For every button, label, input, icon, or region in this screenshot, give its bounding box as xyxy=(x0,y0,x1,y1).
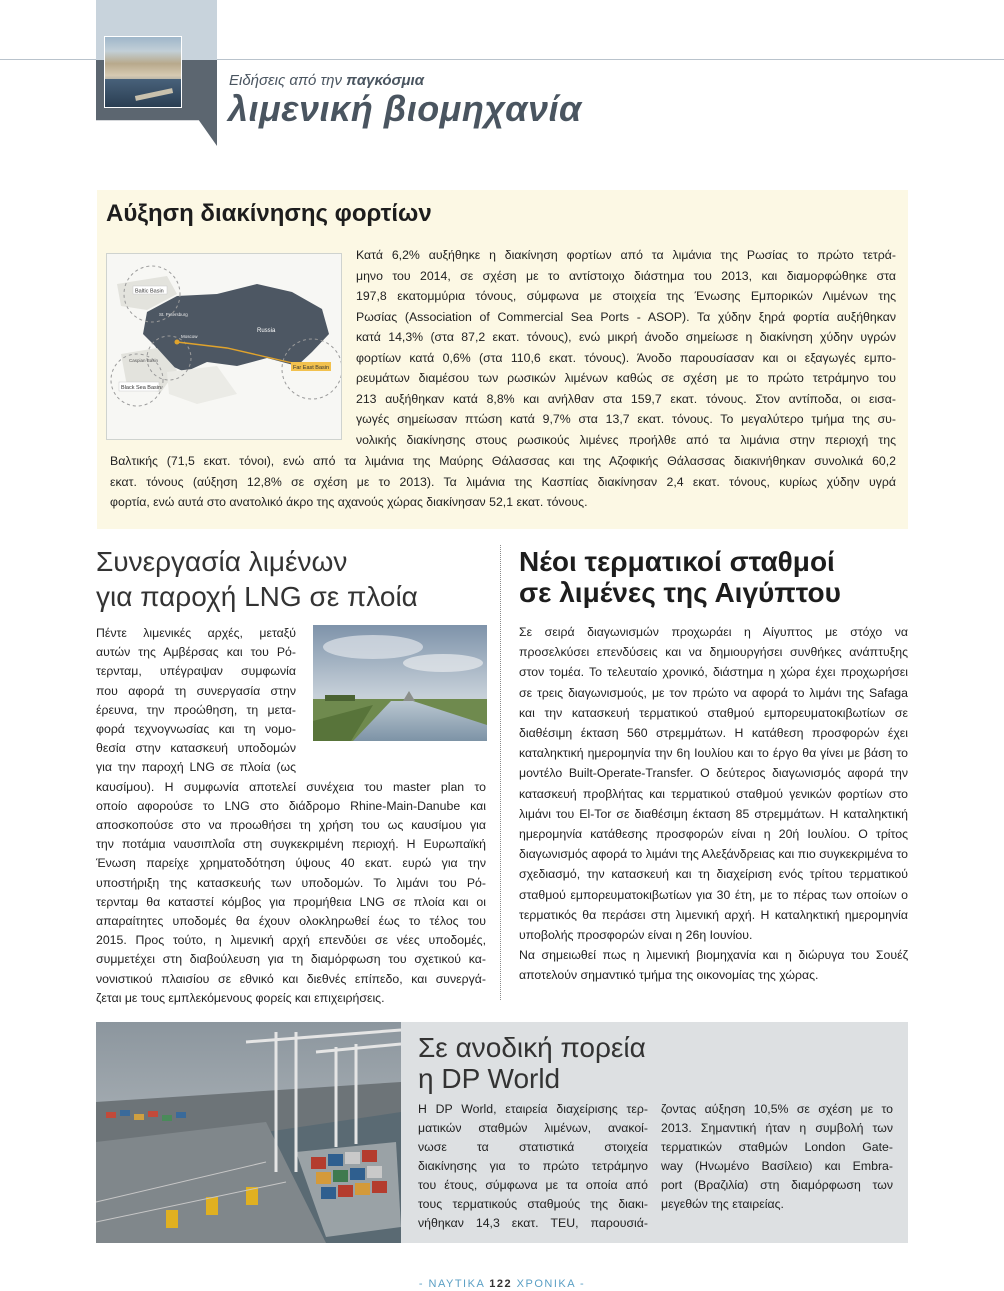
lng-title-line: για παροχή LNG σε πλοία xyxy=(96,581,418,612)
lng-line: αποσκοπούσε στο να προωθήσει τη χρήση του ως καυσίμου για xyxy=(96,818,486,832)
lng-line: καυσίμου). Η συμφωνία αποτελεί συνέχεια του master plan το xyxy=(96,779,486,794)
dp-line: του έτους, σύμφωνα με τα οποία από xyxy=(418,1178,648,1192)
cargo-line: μηνο του 2014, σε σχέση με το αντίστοιχο διάστημα του 2013, και διαμορφώθηκε στα xyxy=(356,268,896,283)
label-black-sea: Black Sea Basin xyxy=(121,385,162,391)
section-kicker xyxy=(229,72,424,89)
lng-title-line: Συνεργασία λιμένων xyxy=(96,546,348,577)
label-caspian: Caspian Basin xyxy=(129,358,159,363)
dp-terminal-photo xyxy=(96,1022,401,1243)
dp-line: νήθηκαν 14,3 εκατ. TEU, παρουσιά- xyxy=(418,1216,648,1230)
label-baltic: Baltic Basin xyxy=(135,288,164,295)
dp-line: Η DP World, εταιρεία διαχείρισης τερ- xyxy=(418,1102,648,1116)
cargo-line: εκατ. τόνους (αύξηση 12,8% σε σχέση με το 2013). Τα λιμάνια της Κασπίας διακίνησαν 2,4 εκατ. τόνους, κυρίως χύδην υγρά xyxy=(110,474,896,489)
canal-photo-graphic xyxy=(313,625,487,741)
dp-title-line: η DP World xyxy=(418,1063,561,1094)
lng-line: θεσία στην κατασκευή υποδομών xyxy=(96,741,296,756)
cargo-line: γωγές σημείωσαν πτώση κατά 9,7% στα 13,7 εκατ. τόνους. Το μεγαλύτερο τμήμα της συ- xyxy=(356,412,896,426)
label-st-petersburg: St. Petersburg xyxy=(159,312,188,317)
lng-line: 2015. Προς τούτο, η λιμενική αρχή επενδύει σε νέες υποδομές, xyxy=(96,933,486,948)
egypt-title-line: σε λιμένες της Αιγύπτου xyxy=(519,577,841,608)
egypt-title-line: Νέοι τερματικοί σταθμοί xyxy=(519,546,835,577)
dp-line: ζοντας αύξηση 10,5% σε σχέση με το xyxy=(661,1102,893,1116)
lng-line: συμμετέχει στη διαβούλευση για τη διαμόρφωση του σχετικού κα- xyxy=(96,952,486,967)
egypt-paragraph: Να σημειωθεί πως η λιμενική βιομηχανία και η διώρυγα του Σουέζ αποτελούν σημαντικό τμήμα της οικονομίας της χώρας. xyxy=(519,948,908,983)
cargo-line: κατά 14,3% (στα 87,2 εκατ. τόνους), ενώ μικρή άνοδο σημείωσε η διακίνηση χύδην υγρών xyxy=(356,330,896,344)
lng-line: απαραίτητες υποδομές θα έχουν ολοκληρωθεί έως το τέλος του xyxy=(96,914,486,928)
page-number: 122 xyxy=(489,1278,513,1290)
lng-line: Πέντε λιμενικές αρχές, μεταξύ xyxy=(96,626,296,640)
egypt-title xyxy=(519,546,841,608)
map-graphic xyxy=(107,254,342,440)
lng-line: οποίο αφορούσε το LNG στο διάδρομο Rhine-Main-Danube και xyxy=(96,798,486,813)
lng-line: υποστήριξη της κατασκευής των υποδομών. Το λιμάνι του Ρό- xyxy=(96,875,486,890)
lng-line: νονιστικού πλαισίου σε εθνικό και διεθνές επίπεδο, και συνεργά- xyxy=(96,971,486,986)
footer-left: - ΝΑΥΤΙΚΑ xyxy=(418,1278,490,1290)
dp-line: νωσε τα στατιστικά στοιχεία xyxy=(418,1140,648,1154)
column-divider xyxy=(500,545,501,1000)
dp-line: 2013. Σημαντική ήταν η συμβολή των xyxy=(661,1121,893,1135)
lng-line: τερνταμ θα καταστεί κόμβος για προμήθεια LNG σε πλοία και οι xyxy=(96,894,486,909)
cargo-line: Κατά 6,2% αυξήθηκε η διακίνηση φορτίων από τα λιμάνια της Ρωσίας το πρώτο τετρά- xyxy=(356,248,896,262)
page-footer xyxy=(0,1278,1004,1290)
cargo-line: ρευμάτων διαμέσου των ρωσικών λιμένων καθώς σε σχέση με το πρώτο τετράμηνο του xyxy=(356,371,896,385)
dp-title-line: Σε ανοδική πορεία xyxy=(418,1032,646,1063)
dp-line: διακίνησης για το πρώτο τετράμηνο xyxy=(418,1159,648,1173)
lng-line: φορά τεχνογνωσίας και τη νομο- xyxy=(96,722,296,736)
dp-line: way (Ηνωμένο Βασίλειο) και Embra- xyxy=(661,1159,893,1173)
lng-title xyxy=(96,544,418,614)
label-far-east: Far East Basin xyxy=(293,365,330,371)
section-title: λιμενική βιομηχανία xyxy=(228,88,582,129)
lng-line: για την παροχή LNG σε πλοία (ως xyxy=(96,760,296,775)
dp-line: ματικών σταθμών λιμένων, ανακοί- xyxy=(418,1121,648,1135)
egypt-body xyxy=(519,622,908,986)
dp-line: port (Βραζιλία) στη διαμόρφωση των xyxy=(661,1178,893,1192)
cargo-line: φορτίων κατά 0,6% (στα 110,6 εκατ. τόνους). Άνοδο παρουσίασαν και οι εξαγωγές εμπο- xyxy=(356,350,896,365)
lng-line: τερνταμ, υπέγραψαν συμφωνία xyxy=(96,664,296,679)
lng-canal-photo xyxy=(313,625,487,741)
footer-right: ΧΡΟΝΙΚΑ - xyxy=(512,1278,586,1290)
lng-line: την ποτάμια ναυσιπλοΐα στη συγκεκριμένη περιοχή. Η Ευρωπαϊκή xyxy=(96,837,486,852)
terminal-photo-graphic xyxy=(96,1022,401,1243)
lng-line: έρευνα, την προώθηση, τη μετα- xyxy=(96,702,296,717)
lng-line: Ένωση παρείχε χρηματοδότηση ύψους 40 εκατ. ευρώ για την xyxy=(96,856,486,871)
cargo-title: Αύξηση διακίνησης φορτίων xyxy=(106,200,432,227)
header-port-photo xyxy=(104,36,182,108)
dp-world-title xyxy=(418,1032,646,1094)
kicker-bold: παγκόσμια xyxy=(346,72,425,89)
cargo-article xyxy=(97,190,908,529)
cargo-line: 197,8 εκατομμύρια τόνους, σύμφωνα με στοιχεία της Ένωσης Εμπορικών Λιμένων της xyxy=(356,289,896,303)
lng-line: που αφορά τη συνεργασία στην xyxy=(96,683,296,698)
cargo-line: Ρωσίας (Association of Commercial Sea Ports - ASOP). Τα χύδην ξηρά φορτία αυξήθηκαν xyxy=(356,309,896,324)
russia-basins-map xyxy=(106,253,342,440)
cargo-line: Βαλτικής (71,5 εκατ. τόνοι), ενώ από τα λιμάνια της Μαύρης Θάλασσας και της Αζοφικής Θάλασσας διακινήθηκαν συνολικά 60,2 xyxy=(110,454,896,468)
label-moscow: Moscow xyxy=(181,334,198,339)
dp-line: τερματικών σταθμών London Gate- xyxy=(661,1140,893,1154)
egypt-paragraph: Σε σειρά διαγωνισμών προχωράει η Αίγυπτος με στόχο να προσελκύσει επενδύσεις και να δημιουργήσει συνθήκες ανάπτυξης στον τομέα. Το τελευταίο χρονικό, διάστημα η χώρα έχει προχωρήσει σε τρεις διαγωνισμούς, με τον πρώτο να αφορά το λιμάνι της Safaga και την κατασκευή τερματικού σταθμού εμπορευματοκιβωτίων σε διαθέσιμη έκταση 560 στρεμμάτων. Η κατάθεση προσφορών έχει καταληκτική ημερομηνία την 6η Ιουλίου και το έργο θα γίνει με βάση το μοντέλο Built-Operate-Transfer. Ο δεύτερος διαγωνισμός αφορά την κατασκευή προβλήτας και τερματικού σταθμού γενικών φορτίων στο λιμάνι του El-Tor σε διαθέσιμη έκταση 85 στρεμμάτων. Η καταληκτική ημερομηνία κατάθεσης προσφορών είναι η 20ή Ιουλίου. Ο τρίτος διαγωνισμός αφορά το λιμάνι της Αλεξάνδρειας και πιο συγκεκριμένα το σχεδιασμό, την κατασκευή και τη διαχείριση ενός τρίτου τερματικού σταθμού εμπορευματοκιβωτίων για 30 έτη, με το πέρας των οποίων ο τερματικός θα περάσει στη λιμενική αρχή. Η καταληκτική ημερομηνία υποβολής προσφορών είναι η 26η Ιουνίου. xyxy=(519,625,908,943)
cargo-line: 213 αυξήθηκαν κατά 8,8% και ανήλθαν στα 159,7 εκατ. τόνους. Στον αντίποδα, οι εισα- xyxy=(356,391,896,406)
label-russia: Russia xyxy=(257,328,276,334)
dp-line: τους τερματικούς σταθμούς της διακι- xyxy=(418,1197,648,1211)
cargo-line: νολικής διακίνησης στους ρωσικούς λιμένες προήλθε από τα λιμάνια στην περιοχή της xyxy=(356,432,896,447)
lng-line: ζεται με τους εμπλεκόμενους φορείς και επιχειρήσεις. xyxy=(96,990,385,1005)
lng-line: αυτών της Αμβέρσας και του Ρό- xyxy=(96,645,296,660)
kicker-text: Ειδήσεις από την xyxy=(229,72,347,89)
dp-line: μεγεθών της εταιρείας. xyxy=(661,1197,784,1211)
cargo-line: φορτία, ενώ αυτά στο ανατολικό άκρο της αχανούς χώρας διακίνησαν 52,1 εκατ. τόνους. xyxy=(110,495,588,509)
